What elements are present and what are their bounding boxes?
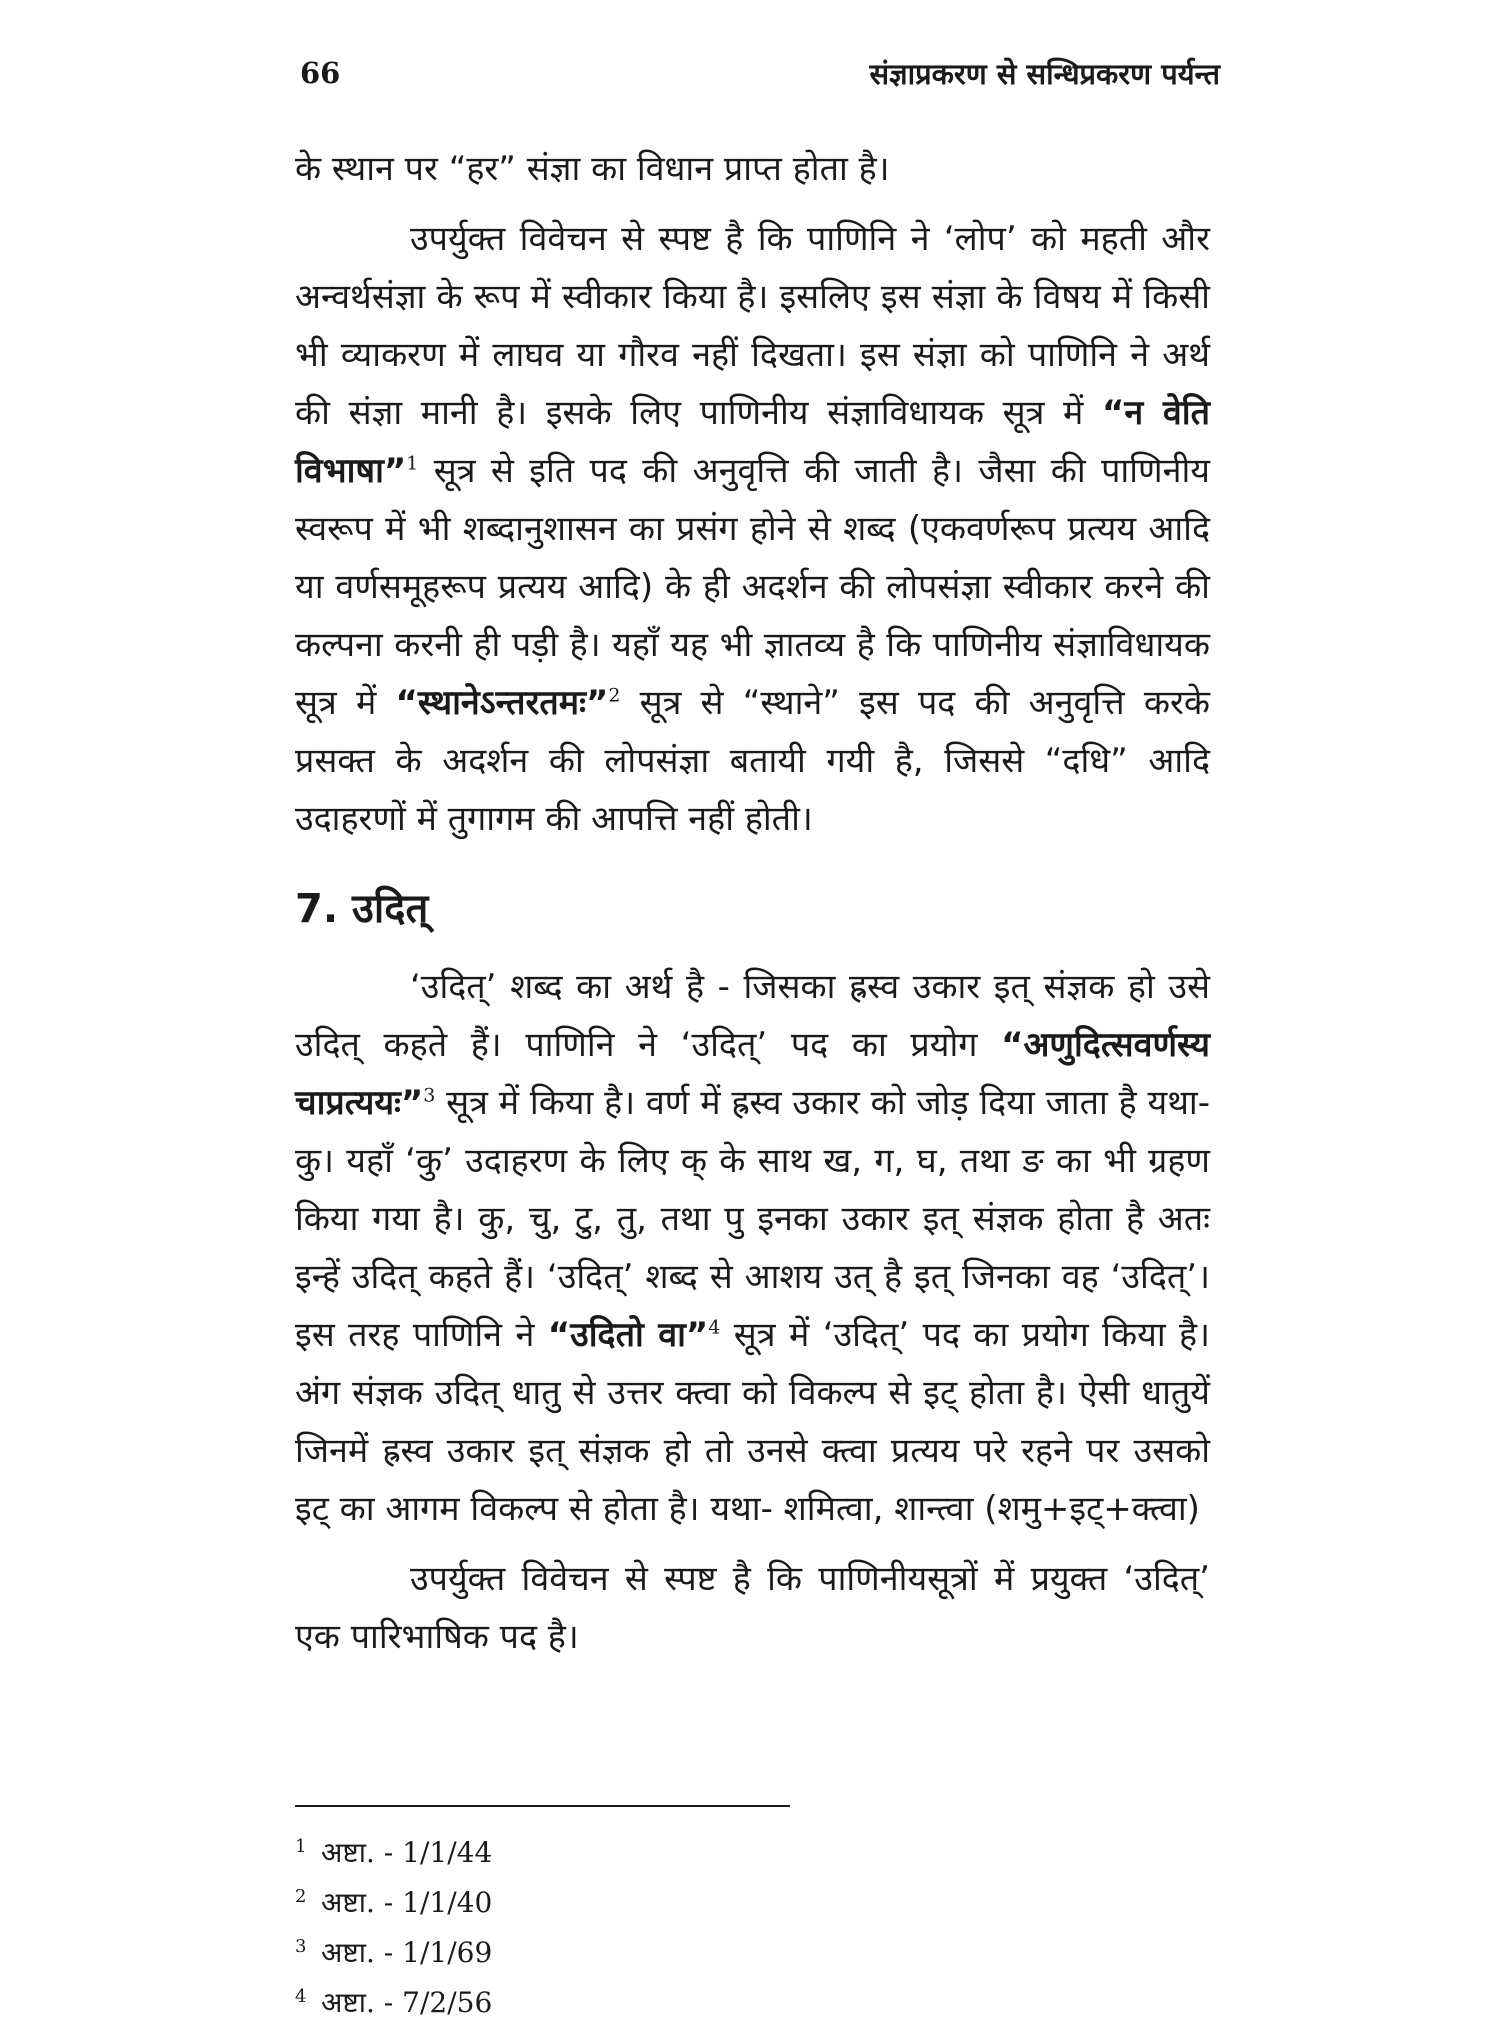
footnote [295,1928,995,1978]
paragraph-udit-definition [295,958,1210,1538]
paragraph-continuation: के स्थान पर “हर” संज्ञा का विधान प्राप्त होता है। [295,149,890,189]
sutra-reference: “अणुदित्सवर्णस्य चाप्रत्ययः” [295,1025,1210,1123]
footnote-divider [295,1805,790,1807]
sutra-reference: “न वेति विभाषा” [295,393,1210,491]
running-title: संज्ञाप्रकरण से सन्धिप्रकरण पर्यन्त [869,57,1220,91]
footnote-marker: 3 [423,1084,436,1107]
footnote [295,1828,995,1878]
text-segment: सूत्र में ‘उदित्’ पद का प्रयोग किया है। अंग संज्ञक उदित् धातु से उत्तर क्त्वा को विकल्प से इट् होता है। ऐसी धातुयें जिनमें ह्रस्व उकार इत् संज्ञक हो तो उनसे क्त्वा प्रत्यय परे रहने पर उसको इट् का आगम विकल्प से होता है। यथा- शमित्वा, शान्त्वा (शमु+इट्+क्त्वा) [295,1315,1210,1529]
footnote-number: 3 [295,1936,307,1957]
text-segment: सूत्र में किया है। वर्ण में ह्रस्व उकार को जोड़ दिया जाता है यथा- कु। यहाँ ‘कु’ उदाहरण के लिए क् के साथ ख, ग, घ, तथा ङ का भी ग्रहण किया गया है। कु, चु, टु, तु, तथा पु इनका उकार इत् संज्ञक होता है अतः इन्हें उदित् कहते हैं। ‘उदित्’ शब्द से आशय उत् है इत् जिनका वह ‘उदित्’। इस तरह पाणिनि ने [295,1083,1210,1355]
footnote-text: अष्टा. - 1/1/44 [321,1836,493,1869]
paragraph-lopa-conclusion [295,210,1210,848]
footnote-marker: 1 [406,452,419,475]
sutra-reference: “उदितो वा” [547,1315,709,1355]
text-segment: सूत्र से “स्थाने” इस पद की अनुवृत्ति करके प्रसक्त के अदर्शन की लोपसंज्ञा बतायी गयी है, जिससे “दधि” आदि उदाहरणों में तुगागम की आपत्ति नहीं होती। [295,683,1210,839]
footnote-number: 2 [295,1886,307,1907]
footnote-number: 4 [295,1986,307,2007]
page-header [300,50,1220,110]
footnote-number: 1 [295,1836,307,1857]
footnote-marker: 2 [608,684,621,707]
text-segment: ‘उदित्’ शब्द का अर्थ है - जिसका ह्रस्व उकार इत् संज्ञक हो उसे उदित् कहते हैं। पाणिनि ने ‘उदित्’ पद का प्रयोग [295,967,1210,1065]
footnote [295,1878,995,1928]
footnote [295,1978,995,2028]
text-segment: सूत्र से इति पद की अनुवृत्ति की जाती है। जैसा की पाणिनीय स्वरूप में भी शब्दानुशासन का प्रसंग होने से शब्द (एकवर्णरूप प्रत्यय आदि या वर्णसमूहरूप प्रत्यय आदि) के ही अदर्शन की लोपसंज्ञा स्वीकार करने की कल्पना करनी ही पड़ी है। यहाँ यह भी ज्ञातव्य है कि पाणिनीय संज्ञाविधायक सूत्र में [295,451,1210,723]
footnote-text: अष्टा. - 1/1/69 [321,1936,493,1969]
section-heading: 7. उदित् [295,886,429,932]
footnote-marker: 4 [708,1316,721,1339]
main-text [295,140,1210,1678]
footnotes [295,1828,995,2028]
paragraph-udit-conclusion: उपर्युक्त विवेचन से स्पष्ट है कि पाणिनीयसूत्रों में प्रयुक्त ‘उदित्’ एक पारिभाषिक पद है। [295,1559,1210,1657]
footnote-text: अष्टा. - 7/2/56 [321,1986,493,2019]
text-segment: उपर्युक्त विवेचन से स्पष्ट है कि पाणिनि ने ‘लोप’ को महती और अन्वर्थसंज्ञा के रूप में स्वीकार किया है। इसलिए इस संज्ञा के विषय में किसी भी व्याकरण में लाघव या गौरव नहीं दिखता। इस संज्ञा को पाणिनि ने अर्थ की संज्ञा मानी है। इसके लिए पाणिनीय संज्ञाविधायक सूत्र में [295,219,1210,433]
footnote-text: अष्टा. - 1/1/40 [321,1886,493,1919]
page-number: 66 [300,56,341,90]
sutra-reference: “स्थानेऽन्तरतमः” [395,683,609,723]
